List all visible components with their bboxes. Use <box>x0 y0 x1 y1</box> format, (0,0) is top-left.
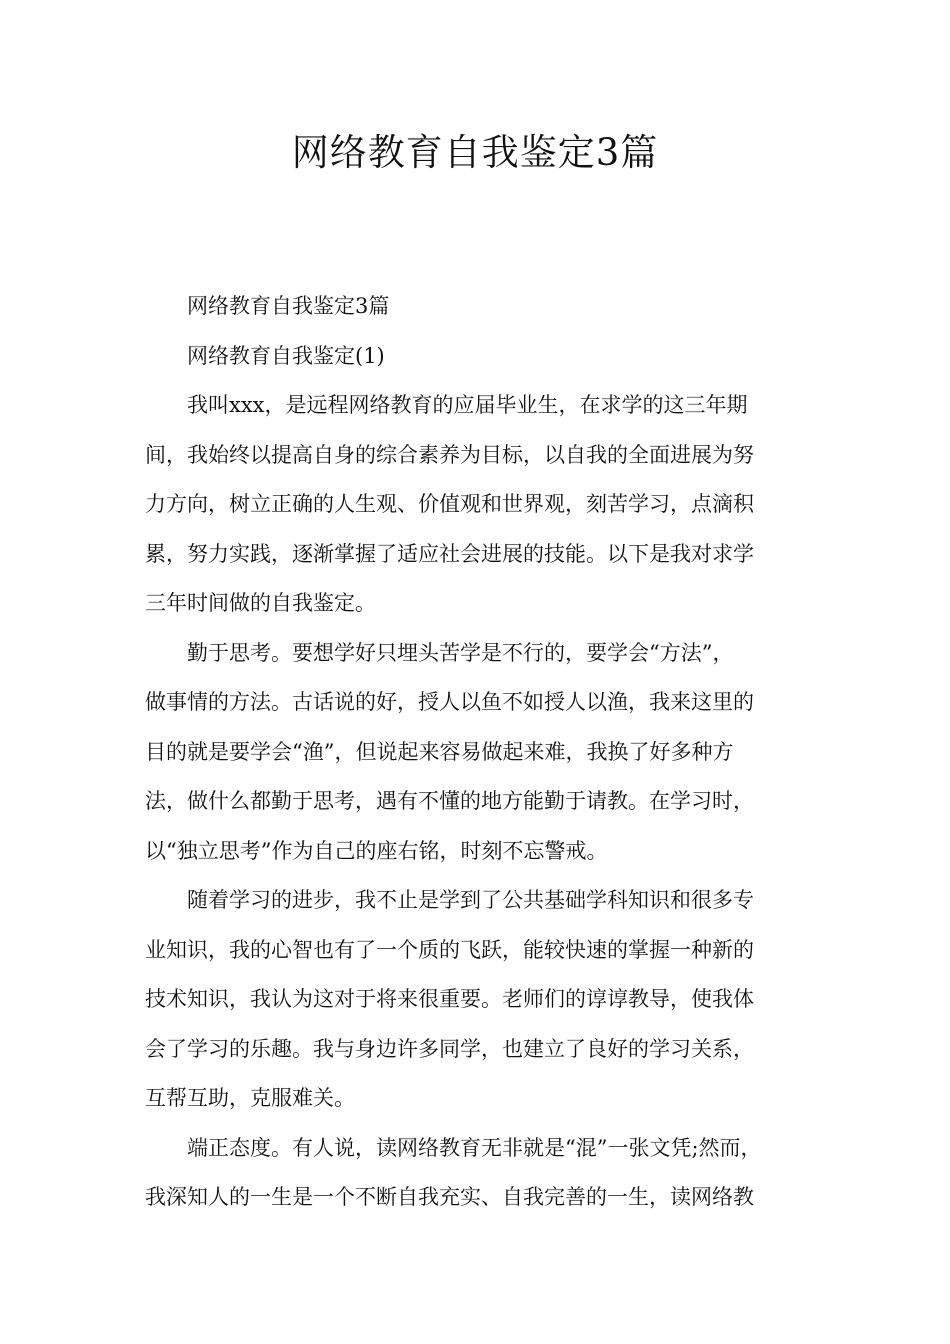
text-line: 我叫xxx，是远程网络教育的应届毕业生，在求学的这三年期 <box>187 393 748 417</box>
text-line: 技术知识，我认为这对于将来很重要。老师们的谆谆教导，使我体 <box>145 987 754 1011</box>
document-body <box>145 282 813 1223</box>
text-line: 以“独立思考”作为自己的座右铭，时刻不忘警戒。 <box>145 838 608 863</box>
text-line: 互帮互助，克服难关。 <box>145 1086 355 1110</box>
text-line: 法，做什么都勤于思考，遇有不懂的地方能勤于请教。在学习时， <box>145 789 754 813</box>
text-line: 做事情的方法。古话说的好，授人以鱼不如授人以渔，我来这里的 <box>145 690 754 714</box>
text-line: 三年时间做的自我鉴定。 <box>145 591 376 615</box>
text-line: 端正态度。有人说，读网络教育无非就是“混”一张文凭;然而， <box>187 1135 762 1160</box>
text-line: 随着学习的进步，我不止是学到了公共基础学科知识和很多专 <box>187 888 754 912</box>
text-line: 业知识，我的心智也有了一个质的飞跃，能较快速的掌握一种新的 <box>145 937 754 962</box>
text-line: 力方向，树立正确的人生观、价值观和世界观，刻苦学习，点滴积 <box>145 492 754 516</box>
text-line: 目的就是要学会“渔”，但说起来容易做起来难，我换了好多种方 <box>145 739 734 764</box>
text-line: 间，我始终以提高自身的综合素养为目标，以自我的全面进展为努 <box>145 442 754 467</box>
text-line: 累，努力实践，逐渐掌握了适应社会进展的技能。以下是我对求学 <box>145 541 754 566</box>
text-line: 勤于思考。要想学好只埋头苦学是不行的，要学会“方法”， <box>187 640 734 665</box>
text-line: 网络教育自我鉴定(1) <box>187 343 385 368</box>
text-line: 会了学习的乐趣。我与身边许多同学，也建立了良好的学习关系， <box>145 1036 754 1061</box>
text-line: 网络教育自我鉴定3篇 <box>187 294 390 318</box>
page-title: 网络教育自我鉴定3篇 <box>291 131 659 174</box>
text-line: 我深知人的一生是一个不断自我充实、自我完善的一生，读网络教 <box>145 1185 754 1209</box>
